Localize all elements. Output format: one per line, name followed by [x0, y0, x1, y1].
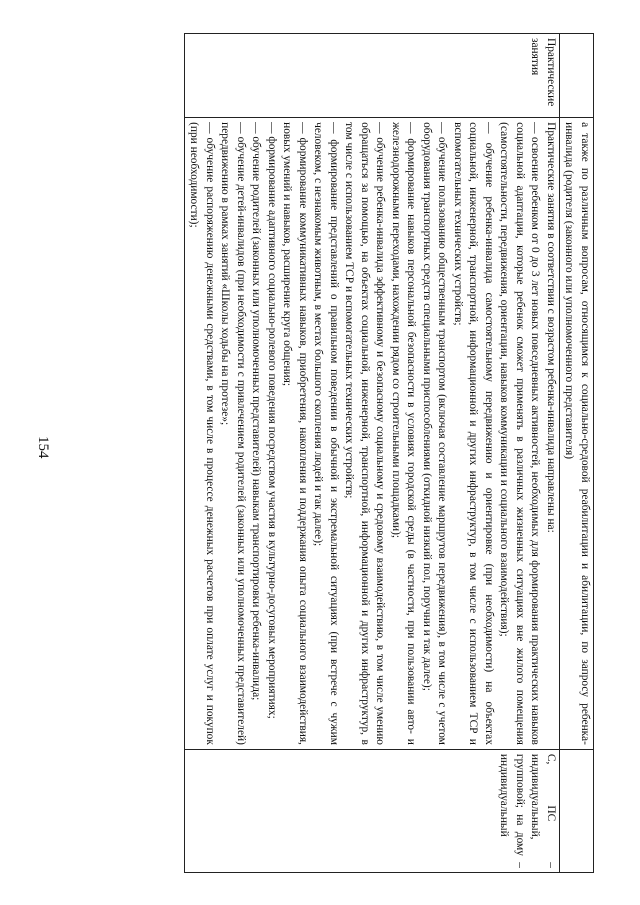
content-list-item: — обучение распоряжению денежными средствами, в том числе в процессе денежных расчетов при оплате услуг и покупок (при необходимости); — [188, 122, 216, 745]
content-list-item: — формирование коммуникативных навыков, приобретения, накопления и поддержания опыта социального взаимодействия, новых умений и навыков, расширение круга общения; — [281, 122, 309, 745]
content-list-item: — обучение пользованию общественным транспортом (включая составление маршрутов передвижения), в том числе с учетом оборудования транспортных средств специальными приспособлениями (откидной низкий пол, поручни и так далее); — [421, 122, 449, 745]
table-row — [185, 34, 560, 873]
content-list-item: — формирование представлений о правильном поведении в обычной и экстремальной ситуациях (при встрече с чужим человеком, с незнакомым животным, в местах большого скопления людей и так далее); — [312, 122, 340, 745]
table-row — [560, 34, 594, 873]
content-cell — [560, 118, 594, 750]
form-cell — [560, 34, 594, 118]
page-number: 154 — [35, 436, 51, 459]
content-list-item: — обучение родителей (законных или уполномоченных представителей) навыкам транспортировки ребенка-инвалида; — [250, 122, 263, 701]
kind-cell — [560, 749, 594, 872]
content-cell — [185, 118, 560, 750]
content-list-item: — обучение ребенка-инвалида эффективному и безопасному социальному и средовому взаимодействию, в том числе умению обращаться за помощью, на объектах социальной, инженерной, транспортной, информационной и других инфраструктур, в том числе с использованием ТСР и вспомогательных технических устройств; — [343, 122, 387, 745]
content-list-item: — формирование адаптивного социально-ролевого поведения посредством участия в культурно-досуговых мероприятиях; — [266, 122, 278, 719]
content-list-item: — обучение ребенка-инвалида самостоятельному передвижению и ориентировке (при необходимости) на объектах социальной, инженерной, транспортной, информационной и других инфраструктур, в том числе с использованием ТСР и вспомогательных технических устройств; — [452, 122, 495, 745]
content-list-item: — обучение детей-инвалидов (при необходимости с привлечением родителей (законных или уполномоченных представителей) передвижению в рамках занятий «Школы ходьбы на протезе»; — [219, 122, 247, 745]
kind-cell: С, ПС – индивидуальный, групповой; на дому – индивидуальный — [185, 749, 560, 872]
content-list-item: — освоение ребенком от 0 до 3 лет новых повседневных активностей, необходимых для формирования практических навыков социальной адаптации, которые ребенок сможет применять в различных жизненных ситуациях вне жилого помещения (самостоятельности, передвижения, ориентации, навыков коммуникации и социального взаимодействия); — [498, 122, 542, 745]
form-cell: Практические занятия — [185, 34, 560, 118]
content-list-item: — формирование навыков персональной безопасности в условиях городской среды (в частности, при пользовании авто- и железнодорожными переходами, нахождении рядом со строительными площадками); — [390, 122, 418, 745]
content-paragraph: а также по различным вопросам, относящимся к социально-средовой реабилитации и абилитации, по запросу ребенка-инвалида (родителя (законного или уполномоченного представителя) — [563, 122, 591, 745]
content-intro: Практические занятия в соответствии с возрастом ребенка-инвалида направлены на: — [545, 122, 557, 533]
services-table — [184, 33, 594, 873]
